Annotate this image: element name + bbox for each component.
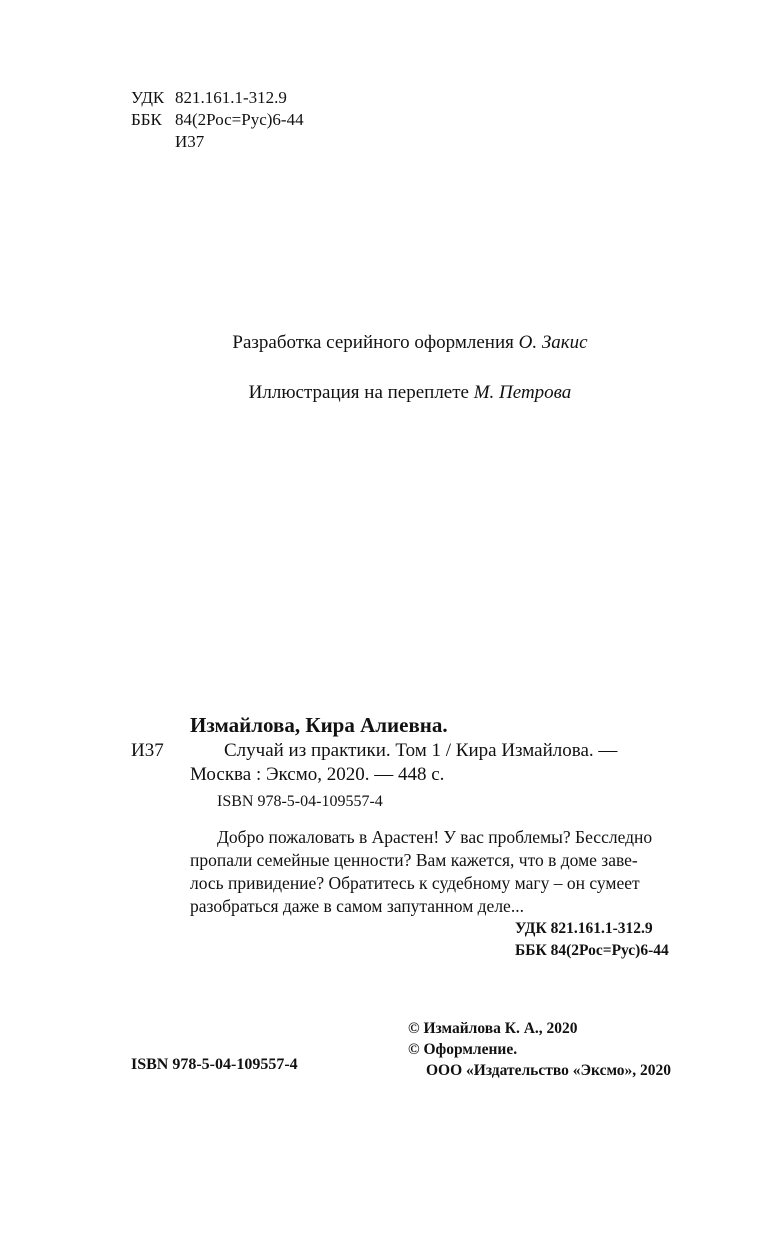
- catalog-isbn: ISBN 978-5-04-109557-4: [217, 793, 383, 810]
- footer-isbn: ISBN 978-5-04-109557-4: [131, 1056, 298, 1073]
- catalog-codes: [515, 918, 669, 962]
- copyright-author: © Измайлова К. А., 2020: [408, 1020, 578, 1037]
- udk-value: 821.161.1-312.9: [175, 88, 287, 107]
- cover-illustration-name: М. Петрова: [473, 382, 572, 403]
- annotation-line-1: Добро пожаловать в Арастен! У вас проблемы? Бесследно: [217, 827, 653, 847]
- bbk-label: ББК: [131, 110, 162, 129]
- annotation-line-2: пропали семейные ценности? Вам кажется, что в доме заве-: [190, 850, 638, 870]
- cover-illustration-text: Иллюстрация на переплете: [248, 382, 469, 403]
- cover-illustration-credit: [0, 382, 768, 404]
- catalog-title-line-1: Случай из практики. Том 1 / Кира Измайлова. —: [224, 740, 618, 761]
- catalog-annotation: [190, 826, 652, 918]
- copyright-design-1: © Оформление.: [408, 1041, 518, 1058]
- copyright-design-2: ООО «Издательство «Эксмо», 2020: [426, 1062, 672, 1079]
- copyright-block: [408, 1018, 671, 1081]
- udk-label: УДК: [131, 88, 165, 107]
- bbk-line: [131, 109, 304, 131]
- bbk-value: 84(2Рос=Рус)6-44: [175, 110, 304, 129]
- annotation-line-3: лось привидение? Обратитесь к судебному магу – он сумеет: [190, 873, 640, 893]
- catalog-udk: УДК 821.161.1-312.9: [515, 920, 653, 937]
- series-design-text: Разработка серийного оформления: [232, 332, 514, 353]
- udk-line: [131, 87, 304, 109]
- series-design-credit: [0, 332, 768, 354]
- catalog-bbk: ББК 84(2Рос=Рус)6-44: [515, 942, 669, 959]
- series-design-name: О. Закис: [518, 332, 588, 353]
- author-mark-top: И37: [175, 132, 205, 151]
- classification-block: [131, 87, 304, 153]
- annotation-line-4: разобраться даже в самом запутанном деле...: [190, 896, 524, 916]
- catalog-author-heading: Измайлова, Кира Алиевна.: [190, 713, 448, 737]
- catalog-title-line-2: Москва : Эксмо, 2020. — 448 с.: [190, 764, 445, 785]
- catalog-author-mark: И37: [131, 740, 164, 761]
